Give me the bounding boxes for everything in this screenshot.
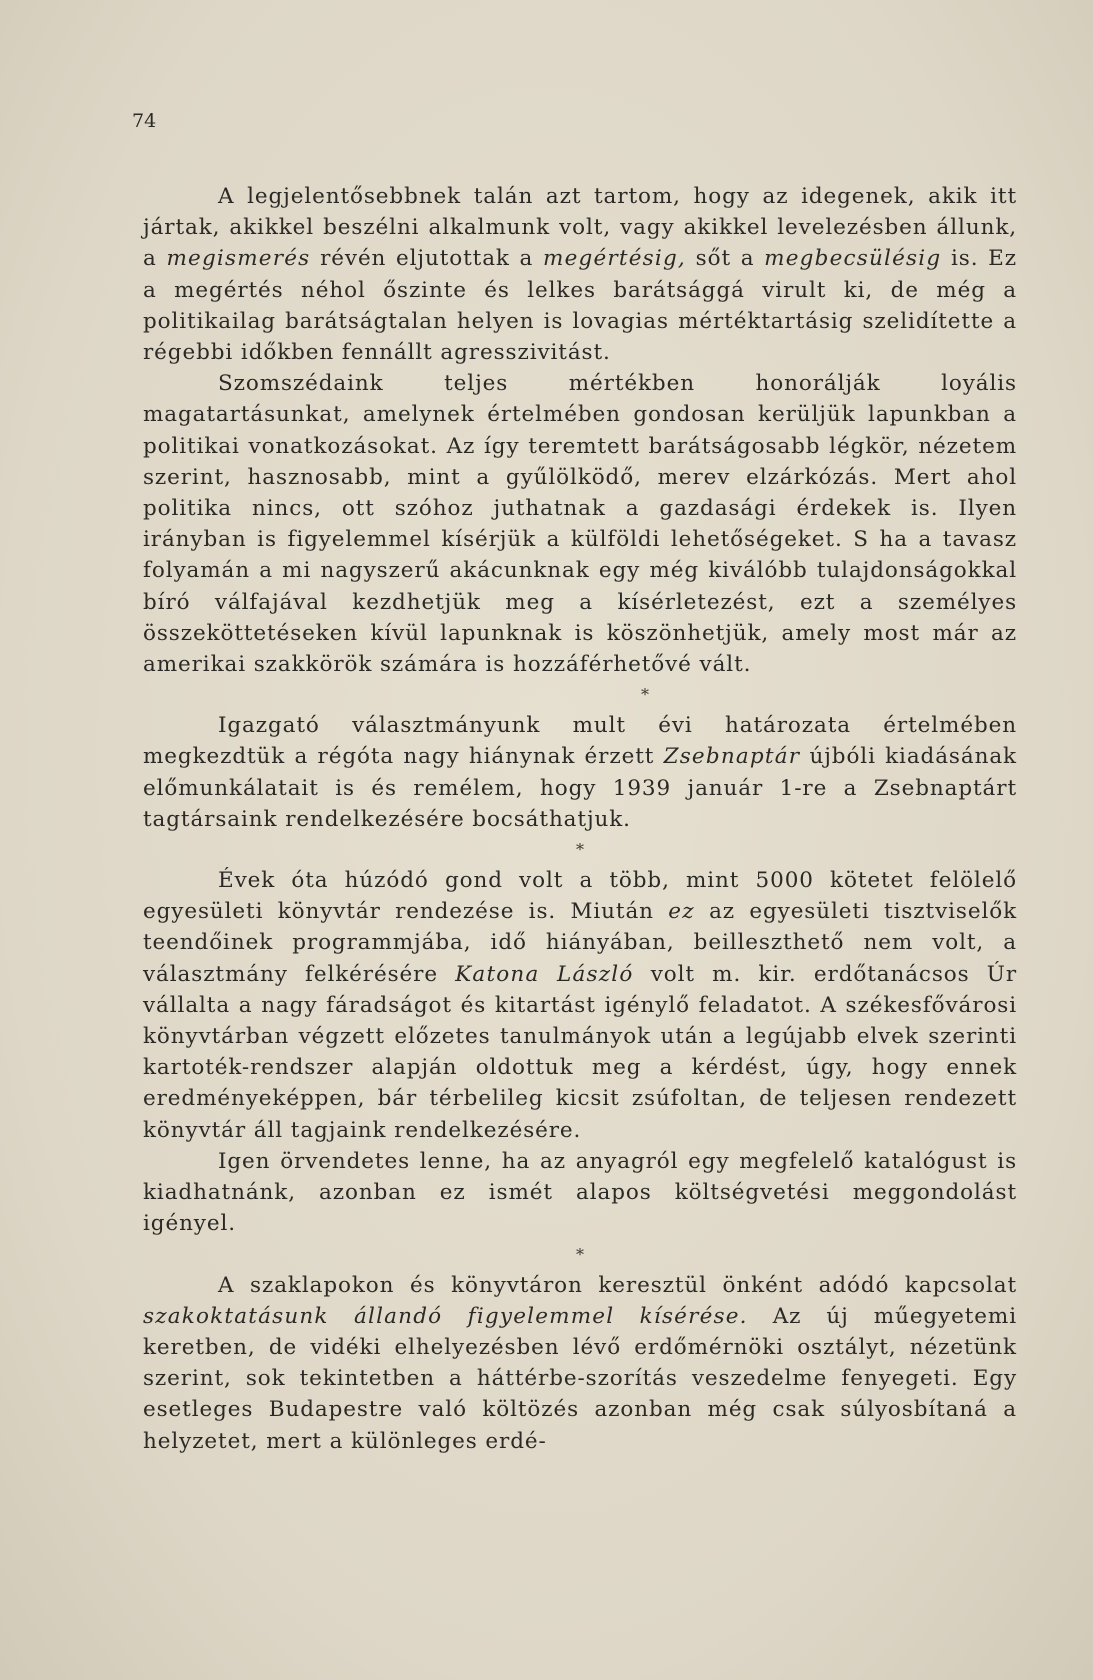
paragraph <box>143 865 1017 1146</box>
section-separator: * <box>641 685 649 705</box>
text-run: Szomszédaink teljes mértékben honorálják loyális magatartásunkat, amelynek értelmében gondosan kerüljük lapunkban a politikai vonatkozásokat. Az így teremtett barátságosabb légkör, nézetem szerint, hasznosabb, mint a gyűlölködő, merev elzárkózás. Mert ahol politika nincs, ott szóhoz juthatnak a gazdasági érdekek is. Ilyen irányban is figyelemmel kísérjük a külföldi lehetőségeket. S ha a tavasz folyamán a mi nagyszerű akácunknak egy még kiválóbb tulajdonságokkal bíró válfajával kezdhetjük meg a kísérletezést, ezt a személyes összeköttetéseken kívül lapunknak is köszönhetjük, amely most már az amerikai szakkörök számára is hozzáférhetővé vált. <box>143 371 1017 678</box>
text-run: Igen örvendetes lenne, ha az anyagról egy megfelelő katalógust is kiadhatnánk, azonban ez ismét alapos költségvetési meggondolást igényel. <box>143 1148 1017 1237</box>
paragraph <box>143 1270 1017 1457</box>
paragraph <box>143 368 1017 680</box>
emphasis-text: megértésig, <box>543 246 686 272</box>
emphasis-text: szakoktatásunk állandó figyelemmel kísérése. <box>143 1303 748 1329</box>
emphasis-text: megbecsülésig <box>764 246 942 272</box>
emphasis-text: Katona László <box>455 961 634 987</box>
text-run: Az új műegyetemi keretben, de vidéki elhelyezésben lévő erdőmérnöki osztályt, nézetünk szerint, sok tekintetben a háttérbe-szorítás veszedelme fenyegeti. Egy esetleges Budapestre való költözés azonban még csak súlyosbítaná a helyzetet, mert a különleges erdé- <box>143 1303 1017 1454</box>
page-number: 74 <box>132 110 157 132</box>
emphasis-text: Zsebnaptár <box>663 744 801 770</box>
emphasis-text: ez <box>668 899 695 925</box>
text-run: révén eljutottak a <box>310 246 543 272</box>
section-separator: * <box>576 840 584 860</box>
text-run: is. Ez a megértés néhol őszinte és lelkes barátsággá virult ki, de még a politikailag barátságtalan helyen is lovagias mértéktartásig szelidítette a régebbi időkben fennállt agresszivitást. <box>143 246 1017 366</box>
text-run: sőt a <box>685 246 765 272</box>
paragraph <box>143 1146 1017 1240</box>
text-run: Évek óta húzódó gond volt a több, mint 5000 kötetet felölelő egyesületi könyvtár rendezése is. Miután <box>143 868 1017 925</box>
paragraph <box>143 181 1017 368</box>
text-run: A legjelentősebbnek talán azt tartom, hogy az idegenek, akik itt jártak, akikkel beszélni alkalmunk volt, vagy akikkel levelezésben állunk, a <box>143 184 1017 272</box>
text-run: újbóli kiadásának előmunkálatait is és remélem, hogy 1939 január 1-re a Zsebnaptárt tagtársaink rendelkezésére bocsáthatjuk. <box>143 744 1017 832</box>
text-run: az egyesületi tisztviselők teendőinek programmjába, idő hiányában, beilleszthető nem volt, a választmány felkérésére <box>143 899 1017 987</box>
text-run: A szaklapokon és könyvtáron keresztül önként adódó kapcsolat <box>218 1272 1017 1298</box>
text-run: Igazgató választmányunk mult évi határozata értelmében megkezdtük a régóta nagy hiánynak érzett <box>143 713 1017 770</box>
paragraph <box>143 710 1017 835</box>
section-separator: * <box>576 1244 584 1264</box>
emphasis-text: megismerés <box>166 246 311 272</box>
text-run: volt m. kir. erdőtanácsos Úr vállalta a nagy fáradságot és kitartást igénylő feladatot. A székesfővárosi könyvtárban végzett előzetes tanulmányok után a legújabb elvek szerinti kartoték-rendszer alapján oldottuk meg a kérdést, úgy, hogy ennek eredményeképpen, bár térbelileg kicsit zsúfoltan, de teljesen rendezett könyvtár áll tagjaink rendelkezésére. <box>143 961 1017 1143</box>
body-text <box>143 181 1017 1457</box>
